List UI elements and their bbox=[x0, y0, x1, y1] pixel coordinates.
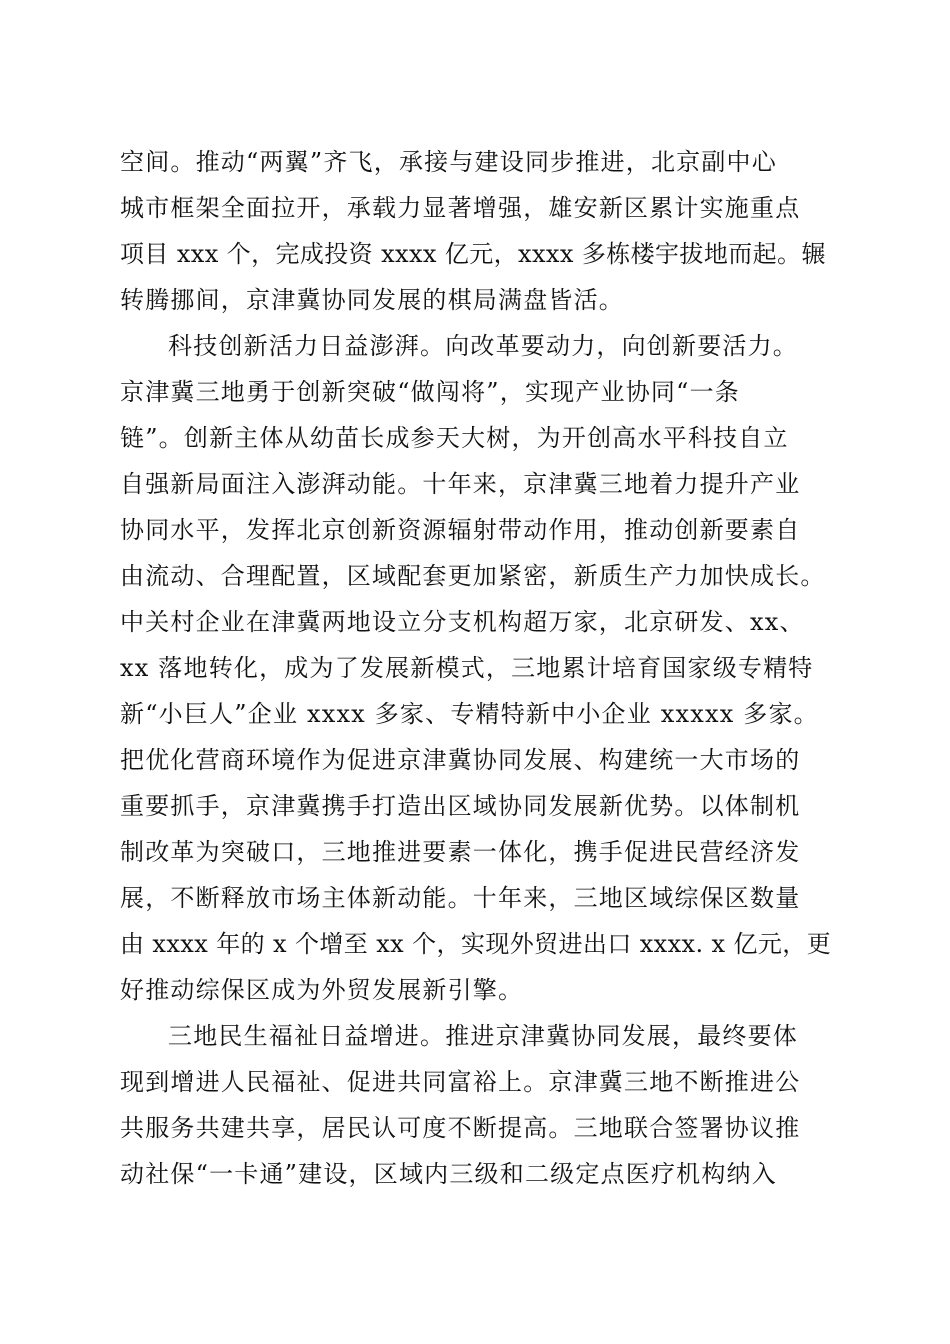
text-line: 制改革为突破口，三地推进要素一体化，携手促进民营经济发 bbox=[120, 838, 801, 866]
text-line: 自强新局面注入澎湃动能。十年来，京津冀三地着力提升产业 bbox=[120, 470, 801, 498]
text-line: xx 落地转化，成为了发展新模式，三地累计培育国家级专精特 bbox=[120, 654, 814, 682]
text-line: 链”。创新主体从幼苗长成参天大树，为开创高水平科技自立 bbox=[120, 424, 789, 452]
text-line: 转腾挪间，京津冀协同发展的棋局满盘皆活。 bbox=[120, 286, 624, 314]
text-line: 把优化营商环境作为促进京津冀协同发展、构建统一大市场的 bbox=[120, 746, 801, 774]
text-line: 好推动综保区成为外贸发展新引擎。 bbox=[120, 976, 524, 1004]
text-line: 动社保“一卡通”建设，区域内三级和二级定点医疗机构纳入 bbox=[120, 1160, 777, 1188]
text-line: 展，不断释放市场主体新动能。十年来，三地区域综保区数量 bbox=[120, 884, 801, 912]
text-line: 新“小巨人”企业 xxxx 多家、专精特新中小企业 xxxxx 多家。 bbox=[120, 700, 819, 728]
text-line: 京津冀三地勇于创新突破“做闯将”，实现产业协同“一条 bbox=[120, 378, 741, 406]
paragraph-heading-line: 科技创新活力日益澎湃。向改革要动力，向创新要活力。 bbox=[168, 332, 798, 360]
text-line: 中关村企业在津冀两地设立分支机构超万家，北京研发、xx、 bbox=[120, 608, 805, 636]
text-line: 现到增进人民福祉、促进共同富裕上。京津冀三地不断推进公 bbox=[120, 1068, 801, 1096]
text-line: 空间。推动“两翼”齐飞，承接与建设同步推进，北京副中心 bbox=[120, 148, 777, 176]
text-line: 项目 xxx 个，完成投资 xxxx 亿元，xxxx 多栋楼宇拔地而起。辗 bbox=[120, 240, 826, 268]
text-line: 城市框架全面拉开，承载力显著增强，雄安新区累计实施重点 bbox=[120, 194, 801, 222]
text-line: 由流动、合理配置，区域配套更加紧密，新质生产力加快成长。 bbox=[120, 562, 826, 590]
text-line: 由 xxxx 年的 x 个增至 xx 个，实现外贸进出口 xxxx. x 亿元，更 bbox=[120, 930, 832, 958]
paragraph-heading-line: 三地民生福祉日益增进。推进京津冀协同发展，最终要体 bbox=[168, 1022, 798, 1050]
text-line: 共服务共建共享，居民认可度不断提高。三地联合签署协议推 bbox=[120, 1114, 801, 1142]
text-line: 重要抓手，京津冀携手打造出区域协同发展新优势。以体制机 bbox=[120, 792, 801, 820]
text-line: 协同水平，发挥北京创新资源辐射带动作用，推动创新要素自 bbox=[120, 516, 801, 544]
